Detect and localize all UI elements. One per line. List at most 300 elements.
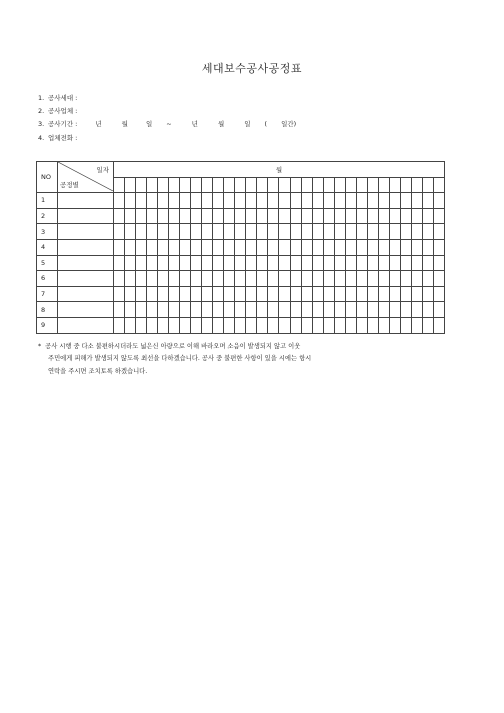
schedule-cell[interactable]	[290, 302, 301, 318]
schedule-cell[interactable]	[125, 317, 136, 333]
schedule-cell[interactable]	[202, 271, 213, 287]
schedule-cell[interactable]	[235, 193, 246, 209]
schedule-cell[interactable]	[290, 255, 301, 271]
schedule-cell[interactable]	[191, 286, 202, 302]
schedule-cell[interactable]	[147, 286, 158, 302]
schedule-cell[interactable]	[268, 302, 279, 318]
schedule-cell[interactable]	[323, 224, 334, 240]
schedule-cell[interactable]	[235, 286, 246, 302]
schedule-cell[interactable]	[268, 271, 279, 287]
schedule-cell[interactable]	[268, 317, 279, 333]
schedule-cell[interactable]	[345, 302, 356, 318]
schedule-cell[interactable]	[345, 224, 356, 240]
schedule-cell[interactable]	[334, 255, 345, 271]
day-cell[interactable]	[334, 177, 345, 193]
schedule-cell[interactable]	[180, 317, 191, 333]
schedule-cell[interactable]	[246, 286, 257, 302]
schedule-cell[interactable]	[323, 271, 334, 287]
schedule-cell[interactable]	[389, 193, 400, 209]
schedule-cell[interactable]	[301, 302, 312, 318]
schedule-cell[interactable]	[312, 317, 323, 333]
schedule-cell[interactable]	[400, 208, 411, 224]
schedule-cell[interactable]	[301, 271, 312, 287]
schedule-cell[interactable]	[422, 208, 433, 224]
schedule-cell[interactable]	[389, 239, 400, 255]
schedule-cell[interactable]	[367, 302, 378, 318]
schedule-cell[interactable]	[114, 224, 125, 240]
schedule-cell[interactable]	[290, 193, 301, 209]
schedule-cell[interactable]	[389, 255, 400, 271]
schedule-cell[interactable]	[224, 239, 235, 255]
schedule-cell[interactable]	[136, 208, 147, 224]
schedule-cell[interactable]	[202, 286, 213, 302]
process-cell[interactable]	[58, 208, 114, 224]
schedule-cell[interactable]	[158, 193, 169, 209]
schedule-cell[interactable]	[114, 255, 125, 271]
schedule-cell[interactable]	[202, 239, 213, 255]
schedule-cell[interactable]	[169, 224, 180, 240]
schedule-cell[interactable]	[301, 193, 312, 209]
day-cell[interactable]	[433, 177, 444, 193]
schedule-cell[interactable]	[356, 208, 367, 224]
schedule-cell[interactable]	[158, 208, 169, 224]
process-cell[interactable]	[58, 193, 114, 209]
schedule-cell[interactable]	[246, 255, 257, 271]
schedule-cell[interactable]	[378, 286, 389, 302]
schedule-cell[interactable]	[422, 317, 433, 333]
day-cell[interactable]	[400, 177, 411, 193]
schedule-cell[interactable]	[213, 224, 224, 240]
day-cell[interactable]	[147, 177, 158, 193]
day-cell[interactable]	[180, 177, 191, 193]
schedule-cell[interactable]	[323, 208, 334, 224]
day-cell[interactable]	[378, 177, 389, 193]
schedule-cell[interactable]	[400, 224, 411, 240]
schedule-cell[interactable]	[235, 239, 246, 255]
schedule-cell[interactable]	[114, 239, 125, 255]
schedule-cell[interactable]	[279, 255, 290, 271]
schedule-cell[interactable]	[125, 271, 136, 287]
schedule-cell[interactable]	[246, 193, 257, 209]
schedule-cell[interactable]	[169, 239, 180, 255]
schedule-cell[interactable]	[356, 224, 367, 240]
schedule-cell[interactable]	[213, 255, 224, 271]
schedule-cell[interactable]	[378, 255, 389, 271]
schedule-cell[interactable]	[433, 239, 444, 255]
schedule-cell[interactable]	[312, 255, 323, 271]
schedule-cell[interactable]	[345, 286, 356, 302]
schedule-cell[interactable]	[147, 255, 158, 271]
schedule-cell[interactable]	[268, 255, 279, 271]
schedule-cell[interactable]	[191, 208, 202, 224]
schedule-cell[interactable]	[367, 271, 378, 287]
schedule-cell[interactable]	[169, 286, 180, 302]
schedule-cell[interactable]	[400, 271, 411, 287]
schedule-cell[interactable]	[268, 208, 279, 224]
schedule-cell[interactable]	[411, 239, 422, 255]
schedule-cell[interactable]	[202, 302, 213, 318]
schedule-cell[interactable]	[246, 302, 257, 318]
day-cell[interactable]	[125, 177, 136, 193]
schedule-cell[interactable]	[224, 208, 235, 224]
schedule-cell[interactable]	[422, 224, 433, 240]
schedule-cell[interactable]	[422, 271, 433, 287]
schedule-cell[interactable]	[323, 193, 334, 209]
schedule-cell[interactable]	[268, 286, 279, 302]
schedule-cell[interactable]	[323, 286, 334, 302]
schedule-cell[interactable]	[213, 271, 224, 287]
schedule-cell[interactable]	[125, 239, 136, 255]
schedule-cell[interactable]	[301, 208, 312, 224]
schedule-cell[interactable]	[125, 193, 136, 209]
schedule-cell[interactable]	[136, 317, 147, 333]
schedule-cell[interactable]	[114, 317, 125, 333]
schedule-cell[interactable]	[224, 317, 235, 333]
schedule-cell[interactable]	[345, 239, 356, 255]
schedule-cell[interactable]	[301, 255, 312, 271]
schedule-cell[interactable]	[224, 271, 235, 287]
schedule-cell[interactable]	[378, 239, 389, 255]
schedule-cell[interactable]	[279, 193, 290, 209]
day-cell[interactable]	[202, 177, 213, 193]
schedule-cell[interactable]	[257, 239, 268, 255]
schedule-cell[interactable]	[136, 193, 147, 209]
schedule-cell[interactable]	[268, 239, 279, 255]
process-cell[interactable]	[58, 239, 114, 255]
schedule-cell[interactable]	[169, 193, 180, 209]
schedule-cell[interactable]	[279, 208, 290, 224]
schedule-cell[interactable]	[323, 255, 334, 271]
schedule-cell[interactable]	[169, 208, 180, 224]
schedule-cell[interactable]	[125, 302, 136, 318]
schedule-cell[interactable]	[301, 224, 312, 240]
schedule-cell[interactable]	[235, 224, 246, 240]
schedule-cell[interactable]	[433, 271, 444, 287]
schedule-cell[interactable]	[136, 286, 147, 302]
schedule-cell[interactable]	[411, 302, 422, 318]
schedule-cell[interactable]	[433, 193, 444, 209]
schedule-cell[interactable]	[378, 271, 389, 287]
schedule-cell[interactable]	[411, 224, 422, 240]
schedule-cell[interactable]	[367, 224, 378, 240]
schedule-cell[interactable]	[389, 302, 400, 318]
schedule-cell[interactable]	[180, 255, 191, 271]
schedule-cell[interactable]	[235, 255, 246, 271]
schedule-cell[interactable]	[400, 193, 411, 209]
schedule-cell[interactable]	[257, 317, 268, 333]
schedule-cell[interactable]	[169, 302, 180, 318]
process-cell[interactable]	[58, 302, 114, 318]
schedule-cell[interactable]	[257, 302, 268, 318]
schedule-cell[interactable]	[367, 317, 378, 333]
process-cell[interactable]	[58, 271, 114, 287]
schedule-cell[interactable]	[246, 239, 257, 255]
day-cell[interactable]	[224, 177, 235, 193]
schedule-cell[interactable]	[158, 286, 169, 302]
schedule-cell[interactable]	[114, 193, 125, 209]
schedule-cell[interactable]	[301, 286, 312, 302]
schedule-cell[interactable]	[180, 239, 191, 255]
schedule-cell[interactable]	[312, 208, 323, 224]
schedule-cell[interactable]	[389, 317, 400, 333]
schedule-cell[interactable]	[378, 193, 389, 209]
schedule-cell[interactable]	[158, 271, 169, 287]
schedule-cell[interactable]	[301, 239, 312, 255]
schedule-cell[interactable]	[191, 255, 202, 271]
schedule-cell[interactable]	[213, 302, 224, 318]
schedule-cell[interactable]	[356, 239, 367, 255]
schedule-cell[interactable]	[257, 224, 268, 240]
schedule-cell[interactable]	[389, 224, 400, 240]
schedule-cell[interactable]	[411, 271, 422, 287]
day-cell[interactable]	[312, 177, 323, 193]
schedule-cell[interactable]	[268, 193, 279, 209]
schedule-cell[interactable]	[312, 224, 323, 240]
schedule-cell[interactable]	[235, 317, 246, 333]
schedule-cell[interactable]	[224, 193, 235, 209]
schedule-cell[interactable]	[367, 255, 378, 271]
schedule-cell[interactable]	[158, 317, 169, 333]
schedule-cell[interactable]	[334, 286, 345, 302]
day-cell[interactable]	[136, 177, 147, 193]
schedule-cell[interactable]	[323, 302, 334, 318]
schedule-cell[interactable]	[191, 239, 202, 255]
schedule-cell[interactable]	[378, 317, 389, 333]
schedule-cell[interactable]	[147, 224, 158, 240]
process-cell[interactable]	[58, 317, 114, 333]
schedule-cell[interactable]	[279, 224, 290, 240]
schedule-cell[interactable]	[334, 317, 345, 333]
schedule-cell[interactable]	[257, 208, 268, 224]
schedule-cell[interactable]	[378, 302, 389, 318]
schedule-cell[interactable]	[433, 208, 444, 224]
schedule-cell[interactable]	[268, 224, 279, 240]
day-cell[interactable]	[158, 177, 169, 193]
schedule-cell[interactable]	[213, 208, 224, 224]
schedule-cell[interactable]	[202, 255, 213, 271]
schedule-cell[interactable]	[125, 286, 136, 302]
schedule-cell[interactable]	[433, 317, 444, 333]
schedule-cell[interactable]	[400, 239, 411, 255]
schedule-cell[interactable]	[235, 302, 246, 318]
day-cell[interactable]	[290, 177, 301, 193]
schedule-cell[interactable]	[433, 255, 444, 271]
schedule-cell[interactable]	[213, 317, 224, 333]
schedule-cell[interactable]	[158, 302, 169, 318]
schedule-cell[interactable]	[257, 193, 268, 209]
schedule-cell[interactable]	[367, 193, 378, 209]
schedule-cell[interactable]	[367, 208, 378, 224]
schedule-cell[interactable]	[290, 271, 301, 287]
process-cell[interactable]	[58, 224, 114, 240]
schedule-cell[interactable]	[136, 302, 147, 318]
day-cell[interactable]	[279, 177, 290, 193]
day-cell[interactable]	[345, 177, 356, 193]
schedule-cell[interactable]	[422, 239, 433, 255]
schedule-cell[interactable]	[400, 286, 411, 302]
day-cell[interactable]	[235, 177, 246, 193]
schedule-cell[interactable]	[312, 286, 323, 302]
day-cell[interactable]	[367, 177, 378, 193]
schedule-cell[interactable]	[147, 208, 158, 224]
schedule-cell[interactable]	[158, 239, 169, 255]
schedule-cell[interactable]	[400, 302, 411, 318]
schedule-cell[interactable]	[125, 255, 136, 271]
schedule-cell[interactable]	[279, 317, 290, 333]
schedule-cell[interactable]	[136, 239, 147, 255]
schedule-cell[interactable]	[257, 271, 268, 287]
schedule-cell[interactable]	[389, 208, 400, 224]
schedule-cell[interactable]	[246, 317, 257, 333]
schedule-cell[interactable]	[323, 317, 334, 333]
schedule-cell[interactable]	[411, 193, 422, 209]
schedule-cell[interactable]	[279, 286, 290, 302]
schedule-cell[interactable]	[290, 208, 301, 224]
schedule-cell[interactable]	[125, 208, 136, 224]
schedule-cell[interactable]	[279, 239, 290, 255]
schedule-cell[interactable]	[334, 224, 345, 240]
schedule-cell[interactable]	[334, 239, 345, 255]
schedule-cell[interactable]	[279, 302, 290, 318]
schedule-cell[interactable]	[422, 286, 433, 302]
schedule-cell[interactable]	[411, 286, 422, 302]
schedule-cell[interactable]	[378, 208, 389, 224]
schedule-cell[interactable]	[400, 317, 411, 333]
schedule-cell[interactable]	[257, 255, 268, 271]
schedule-cell[interactable]	[356, 286, 367, 302]
schedule-cell[interactable]	[158, 255, 169, 271]
schedule-cell[interactable]	[290, 317, 301, 333]
schedule-cell[interactable]	[136, 271, 147, 287]
schedule-cell[interactable]	[202, 193, 213, 209]
schedule-cell[interactable]	[345, 193, 356, 209]
schedule-cell[interactable]	[279, 271, 290, 287]
day-cell[interactable]	[356, 177, 367, 193]
schedule-cell[interactable]	[345, 208, 356, 224]
schedule-cell[interactable]	[356, 193, 367, 209]
schedule-cell[interactable]	[136, 224, 147, 240]
schedule-cell[interactable]	[191, 193, 202, 209]
schedule-cell[interactable]	[378, 224, 389, 240]
day-cell[interactable]	[268, 177, 279, 193]
schedule-cell[interactable]	[257, 286, 268, 302]
day-cell[interactable]	[114, 177, 125, 193]
schedule-cell[interactable]	[147, 271, 158, 287]
schedule-cell[interactable]	[191, 302, 202, 318]
schedule-cell[interactable]	[334, 208, 345, 224]
day-cell[interactable]	[389, 177, 400, 193]
schedule-cell[interactable]	[433, 224, 444, 240]
schedule-cell[interactable]	[169, 255, 180, 271]
schedule-cell[interactable]	[202, 224, 213, 240]
schedule-cell[interactable]	[367, 286, 378, 302]
schedule-cell[interactable]	[224, 286, 235, 302]
schedule-cell[interactable]	[422, 255, 433, 271]
day-cell[interactable]	[246, 177, 257, 193]
schedule-cell[interactable]	[180, 224, 191, 240]
schedule-cell[interactable]	[246, 271, 257, 287]
schedule-cell[interactable]	[136, 255, 147, 271]
schedule-cell[interactable]	[202, 208, 213, 224]
schedule-cell[interactable]	[290, 239, 301, 255]
schedule-cell[interactable]	[147, 302, 158, 318]
schedule-cell[interactable]	[290, 224, 301, 240]
schedule-cell[interactable]	[180, 286, 191, 302]
schedule-cell[interactable]	[334, 302, 345, 318]
schedule-cell[interactable]	[312, 239, 323, 255]
schedule-cell[interactable]	[356, 302, 367, 318]
schedule-cell[interactable]	[180, 271, 191, 287]
schedule-cell[interactable]	[114, 302, 125, 318]
schedule-cell[interactable]	[433, 302, 444, 318]
schedule-cell[interactable]	[345, 271, 356, 287]
schedule-cell[interactable]	[389, 271, 400, 287]
schedule-cell[interactable]	[356, 271, 367, 287]
schedule-cell[interactable]	[312, 271, 323, 287]
schedule-cell[interactable]	[235, 208, 246, 224]
schedule-cell[interactable]	[422, 302, 433, 318]
day-cell[interactable]	[411, 177, 422, 193]
day-cell[interactable]	[301, 177, 312, 193]
schedule-cell[interactable]	[334, 271, 345, 287]
schedule-cell[interactable]	[158, 224, 169, 240]
schedule-cell[interactable]	[389, 286, 400, 302]
schedule-cell[interactable]	[114, 271, 125, 287]
schedule-cell[interactable]	[191, 224, 202, 240]
schedule-cell[interactable]	[147, 239, 158, 255]
schedule-cell[interactable]	[246, 224, 257, 240]
schedule-cell[interactable]	[169, 271, 180, 287]
day-cell[interactable]	[257, 177, 268, 193]
schedule-cell[interactable]	[213, 193, 224, 209]
schedule-cell[interactable]	[422, 193, 433, 209]
schedule-cell[interactable]	[213, 286, 224, 302]
schedule-cell[interactable]	[290, 286, 301, 302]
schedule-cell[interactable]	[301, 317, 312, 333]
schedule-cell[interactable]	[356, 317, 367, 333]
day-cell[interactable]	[422, 177, 433, 193]
schedule-cell[interactable]	[411, 208, 422, 224]
schedule-cell[interactable]	[224, 255, 235, 271]
schedule-cell[interactable]	[433, 286, 444, 302]
process-cell[interactable]	[58, 255, 114, 271]
schedule-cell[interactable]	[213, 239, 224, 255]
schedule-cell[interactable]	[147, 193, 158, 209]
schedule-cell[interactable]	[345, 317, 356, 333]
schedule-cell[interactable]	[191, 271, 202, 287]
schedule-cell[interactable]	[114, 208, 125, 224]
day-cell[interactable]	[323, 177, 334, 193]
schedule-cell[interactable]	[246, 208, 257, 224]
schedule-cell[interactable]	[125, 224, 136, 240]
day-cell[interactable]	[213, 177, 224, 193]
schedule-cell[interactable]	[312, 193, 323, 209]
schedule-cell[interactable]	[114, 286, 125, 302]
schedule-cell[interactable]	[367, 239, 378, 255]
schedule-cell[interactable]	[191, 317, 202, 333]
schedule-cell[interactable]	[224, 224, 235, 240]
schedule-cell[interactable]	[411, 255, 422, 271]
process-cell[interactable]	[58, 286, 114, 302]
schedule-cell[interactable]	[411, 317, 422, 333]
schedule-cell[interactable]	[202, 317, 213, 333]
schedule-cell[interactable]	[312, 302, 323, 318]
schedule-cell[interactable]	[356, 255, 367, 271]
schedule-cell[interactable]	[180, 208, 191, 224]
schedule-cell[interactable]	[334, 193, 345, 209]
schedule-cell[interactable]	[180, 193, 191, 209]
schedule-cell[interactable]	[224, 302, 235, 318]
